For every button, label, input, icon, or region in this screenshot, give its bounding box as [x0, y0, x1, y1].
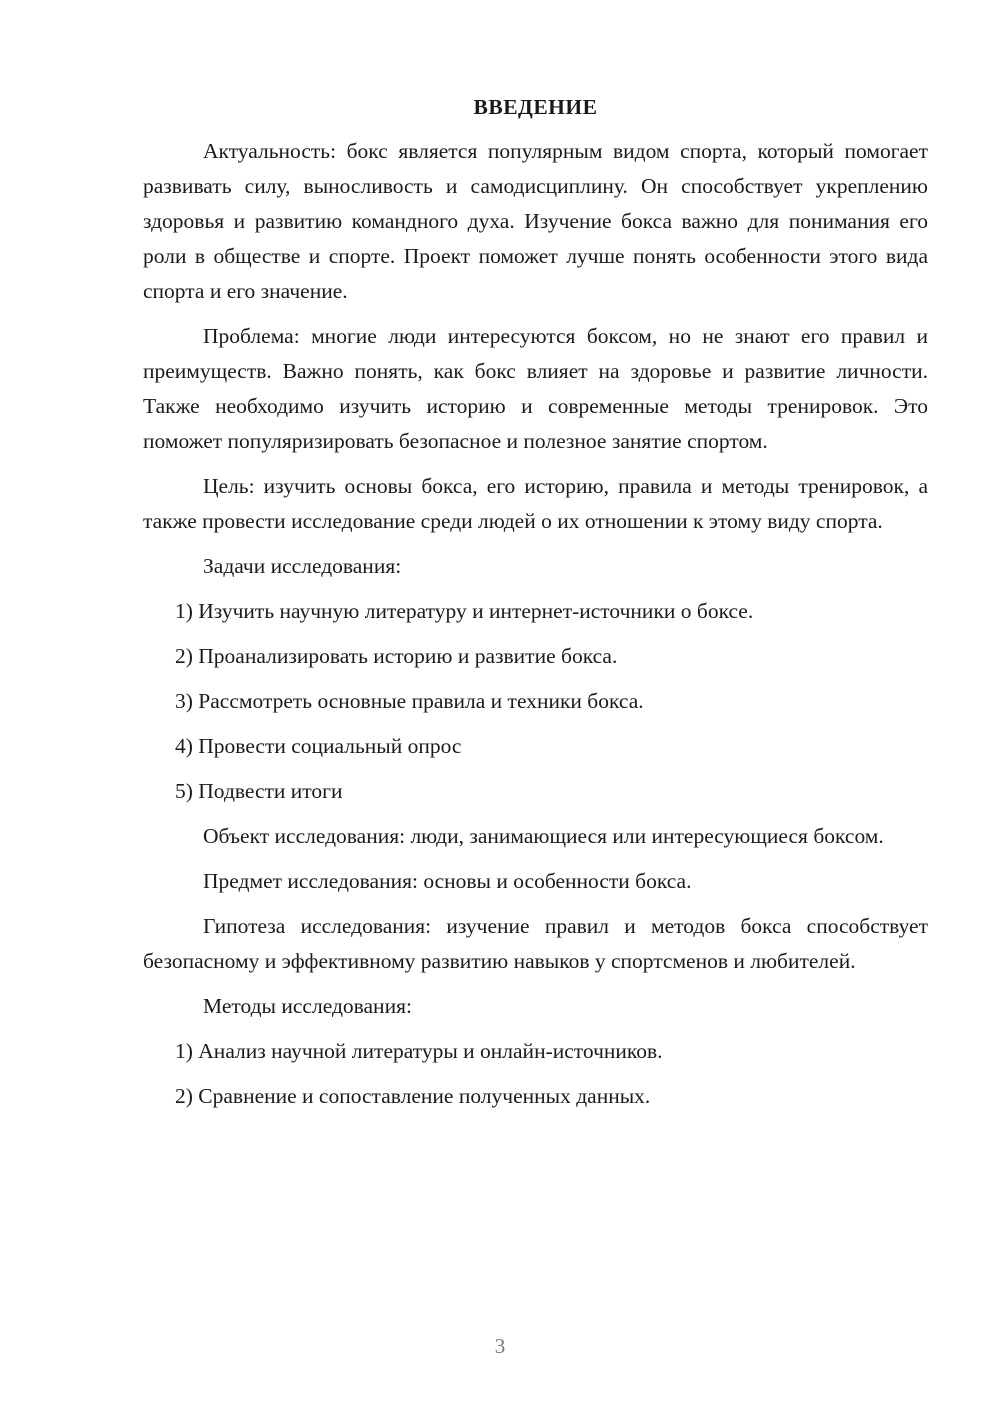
list-item: 3) Рассмотреть основные правила и техники бокса. — [175, 689, 644, 713]
list-item: 1) Анализ научной литературы и онлайн-источников. — [175, 1039, 663, 1063]
list-item: 1) Изучить научную литературу и интернет-источники о боксе. — [175, 599, 754, 623]
methods-list — [143, 1034, 928, 1114]
problem-paragraph: Проблема: многие люди интересуются боксом, но не знают его правил и преимуществ. Важно понять, как бокс влияет на здоровье и развитие личности. Также необходимо изучить историю и современные методы тренировок. Это поможет популяризировать безопасное и полезное занятие спортом. — [143, 324, 928, 453]
list-item: 2) Проанализировать историю и развитие бокса. — [175, 644, 618, 668]
page-title: ВВЕДЕНИЕ — [473, 95, 598, 119]
document-page — [143, 90, 928, 1124]
list-item: 5) Подвести итоги — [175, 779, 343, 803]
object-paragraph: Объект исследования: люди, занимающиеся или интересующиеся боксом. — [203, 824, 884, 848]
list-item: 2) Сравнение и сопоставление полученных данных. — [175, 1084, 651, 1108]
tasks-heading: Задачи исследования: — [203, 554, 402, 578]
page-number: 3 — [494, 1334, 506, 1358]
tasks-list — [143, 594, 928, 809]
subject-paragraph: Предмет исследования: основы и особенности бокса. — [203, 869, 692, 893]
hypothesis-paragraph: Гипотеза исследования: изучение правил и методов бокса способствует безопасному и эффективному развитию навыков у спортсменов и любителей. — [143, 914, 928, 973]
relevance-paragraph: Актуальность: бокс является популярным видом спорта, который помогает развивать силу, выносливость и самодисциплину. Он способствует укреплению здоровья и развитию командного духа. Изучение бокса важно для понимания его роли в обществе и спорте. Проект поможет лучше понять особенности этого вида спорта и его значение. — [143, 139, 928, 303]
goal-paragraph: Цель: изучить основы бокса, его историю, правила и методы тренировок, а также провести исследование среди людей о их отношении к этому виду спорта. — [143, 474, 928, 533]
list-item: 4) Провести социальный опрос — [175, 734, 462, 758]
methods-heading: Методы исследования: — [203, 994, 412, 1018]
